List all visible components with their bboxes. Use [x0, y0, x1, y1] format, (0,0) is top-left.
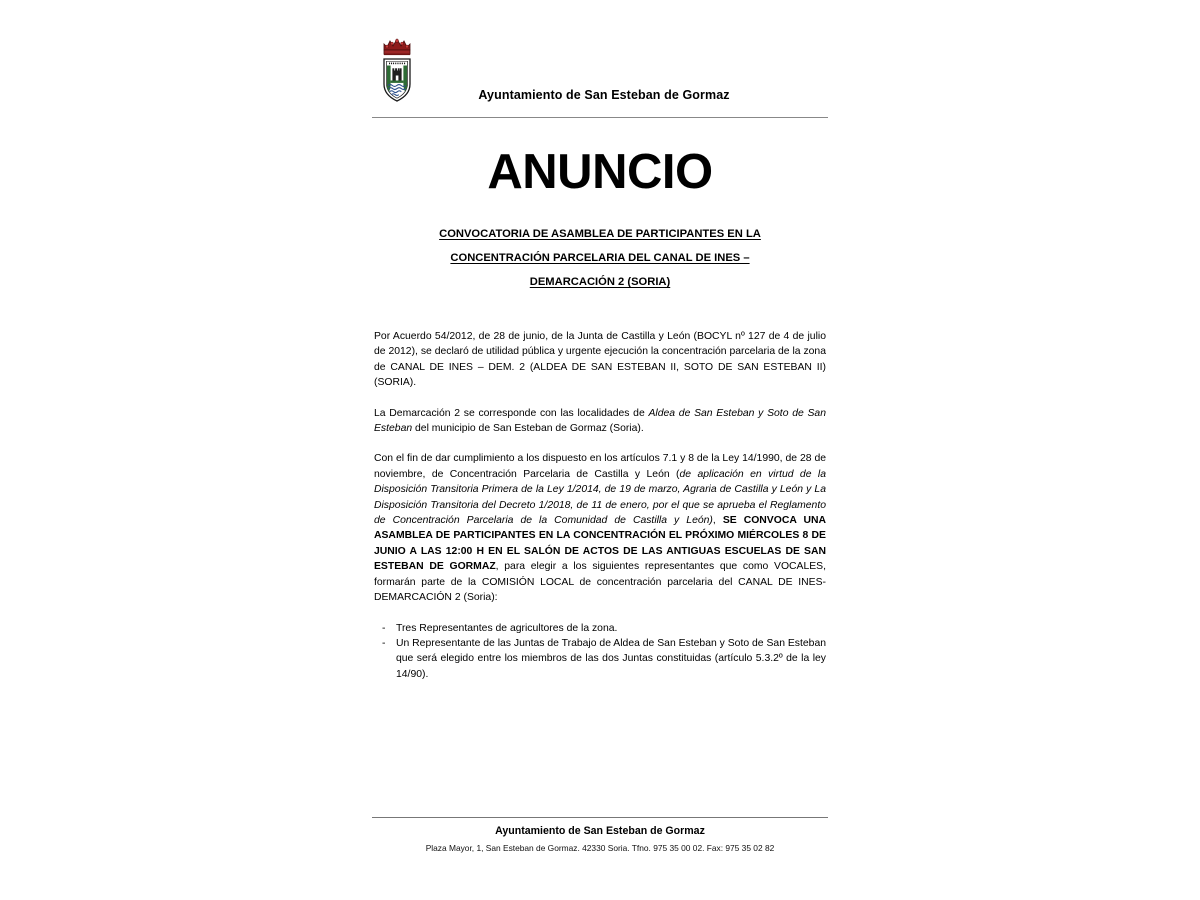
header-organization-title: Ayuntamiento de San Esteban de Gormaz: [478, 88, 730, 102]
footer-address: Plaza Mayor, 1, San Esteban de Gormaz. 42330 Soria. Tfno. 975 35 00 02. Fax: 975 35 02 82: [425, 843, 775, 853]
demarcacion-localities: Aldea de San Esteban y Soto de San Esteban: [374, 407, 826, 435]
convocatoria-separator: ,: [712, 515, 723, 527]
list-item-text: Tres Representantes de agricultores de la zona.: [396, 622, 618, 634]
demarcacion-text-lead: La Demarcación 2 se corresponde con las localidades de: [374, 407, 649, 419]
subtitle-line-3: DEMARCACIÓN 2 (SORIA): [529, 276, 671, 288]
convocatoria-meeting-notice: SE CONVOCA UNA ASAMBLEA DE PARTICIPANTES EN LA CONCENTRACIÓN EL PRÓXIMO MIÉRCOLES 8 DE JUNIO A LAS 12:00 H EN EL SALÓN DE ACTOS DE LAS ANTIGUAS ESCUELAS DE SAN ESTEBAN DE GORMAZ: [374, 515, 826, 573]
footer-organization: Ayuntamiento de San Esteban de Gormaz: [495, 825, 705, 837]
document-subtitle: [372, 222, 828, 294]
list-item: [374, 621, 826, 636]
header-divider: [372, 117, 828, 118]
list-item: [374, 636, 826, 682]
subtitle-line-2: CONCENTRACIÓN PARCELARIA DEL CANAL DE INES –: [450, 252, 750, 264]
document-header: [372, 26, 828, 106]
paragraph-demarcacion: [374, 406, 826, 437]
paragraph-acuerdo: Por Acuerdo 54/2012, de 28 de junio, de la Junta de Castilla y León (BOCYL nº 127 de 4 de julio de 2012), se declaró de utilidad pública y urgente ejecución la concentración parcelaria de la zona de CANAL DE INES – DEM. 2 (ALDEA DE SAN ESTEBAN II, SOTO DE SAN ESTEBAN II) (SORIA).: [374, 331, 826, 389]
document-body: [374, 329, 826, 682]
bullet-dash-icon: -: [382, 622, 386, 634]
page-title: ANUNCIO: [487, 145, 713, 199]
coat-of-arms-icon: [378, 32, 416, 106]
list-item-text: Un Representante de las Juntas de Trabajo de Aldea de San Esteban y Soto de San Esteban que será elegido entre los miembros de las dos Juntas constituidas (artículo 5.3.2º de la ley 14/90).: [396, 637, 826, 680]
representatives-list: [374, 621, 826, 683]
convocatoria-lead: Con el fin de dar cumplimiento a los dispuesto en los artículos 7.1 y 8 de la Ley 14/1990, de 28 de noviembre, de Concentración Parcelaria de Castilla y León (: [374, 453, 826, 480]
convocatoria-tail: , para elegir a los siguientes representantes que como VOCALES, formarán parte de la COMISIÓN LOCAL de concentración parcelaria del CANAL DE INES-DEMARCACIÓN 2 (Soria):: [374, 561, 826, 604]
bullet-dash-icon: -: [382, 637, 386, 649]
demarcacion-text-tail: del municipio de San Esteban de Gormaz (Soria).: [412, 423, 644, 435]
footer-divider: [372, 817, 828, 818]
subtitle-line-1: CONVOCATORIA DE ASAMBLEA DE PARTICIPANTES EN LA: [439, 228, 761, 240]
convocatoria-legal-reference: de aplicación en virtud de la Disposición Transitoria Primera de la Ley 1/2014, de 19 de marzo, Agraria de Castilla y León y La Disposición Transitoria del Decreto 1/2018, de 11 de enero, por el que se aprueba el Reglamento de Concentración Parcelaria de la Comunidad de Castilla y León): [374, 468, 827, 527]
paragraph-convocatoria: [374, 451, 826, 605]
